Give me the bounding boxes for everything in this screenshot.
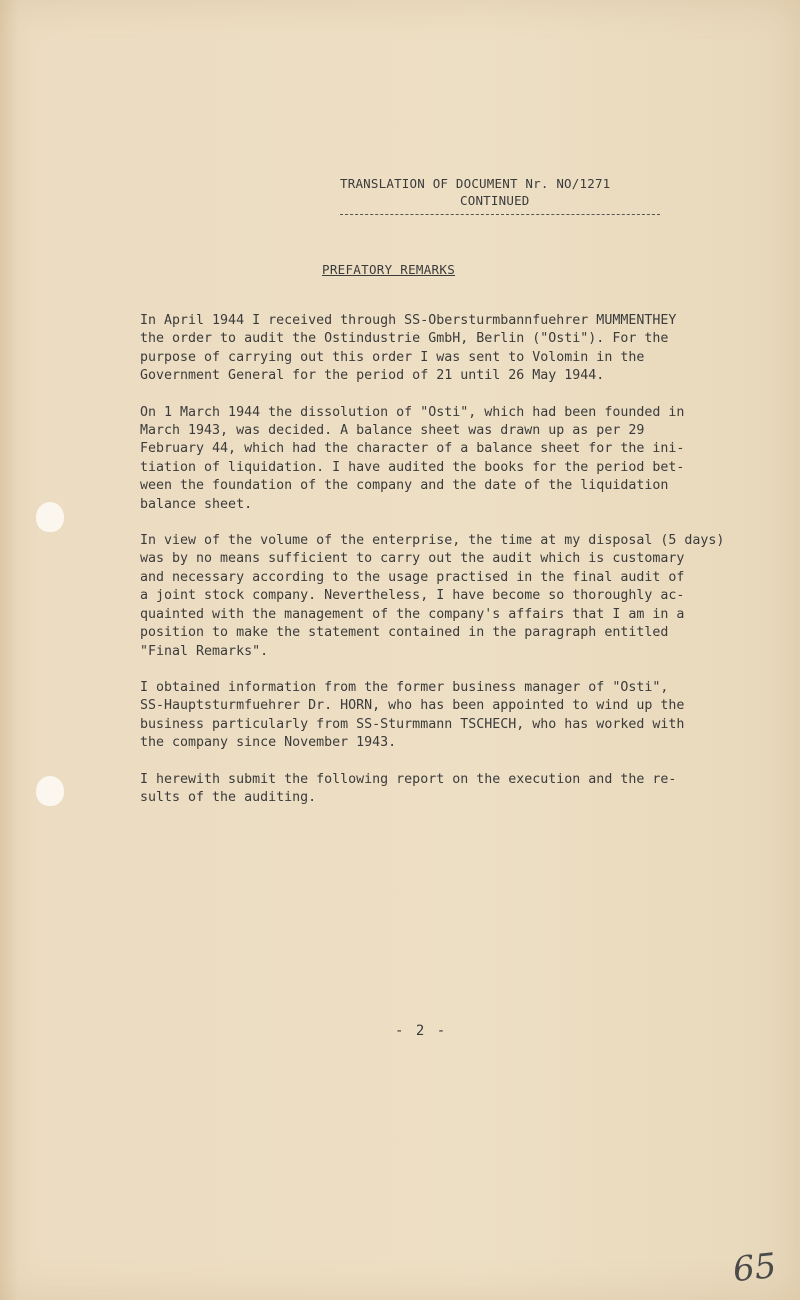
body-text bbox=[140, 312, 760, 825]
paragraph: On 1 March 1944 the dissolution of "Osti", which had been founded in March 1943, was decided. A balance sheet was drawn up as per 29 February 44, which had the character of a balance sheet for the ini- tiation of liquidation. I have audited the books for the period bet- ween the foundation of the company and the date of the liquidation balance sheet. bbox=[140, 404, 685, 512]
punch-hole-top bbox=[36, 502, 64, 532]
header-continued: CONTINUED bbox=[460, 193, 530, 208]
handwritten-folio-number: 65 bbox=[731, 1245, 779, 1291]
header-title: TRANSLATION OF DOCUMENT Nr. NO/1271 bbox=[340, 176, 611, 191]
page-number: - 2 - bbox=[395, 1023, 448, 1039]
paragraph: In April 1944 I received through SS-Obersturmbannfuehrer MUMMENTHEY the order to audit the Ostindustrie GmbH, Berlin ("Osti"). For the purpose of carrying out this order I was sent to Volomin in the Government General for the period of 21 until 26 May 1944. bbox=[140, 313, 677, 384]
header-divider bbox=[340, 214, 660, 215]
paragraph: I herewith submit the following report on the execution and the re- sults of the auditing. bbox=[140, 771, 677, 805]
punch-hole-bottom bbox=[36, 776, 64, 806]
document-header bbox=[340, 175, 670, 215]
section-heading: PREFATORY REMARKS bbox=[322, 262, 456, 277]
paragraph: I obtained information from the former business manager of "Osti", SS-Hauptsturmfuehrer Dr. HORN, who has been appointed to wind up the business particularly from SS-Sturmmann TSCHECH, who has worked with the company since November 1943. bbox=[140, 679, 685, 751]
paragraph: In view of the volume of the enterprise, the time at my disposal (5 days) was by no means sufficient to carry out the audit which is customary and necessary according to the usage practised in the final audit of a joint stock company. Nevertheless, I have become so thoroughly ac- quainted with the management of the company's affairs that I am in a position to make the statement contained in the paragraph entitled "Final Remarks". bbox=[140, 533, 725, 659]
